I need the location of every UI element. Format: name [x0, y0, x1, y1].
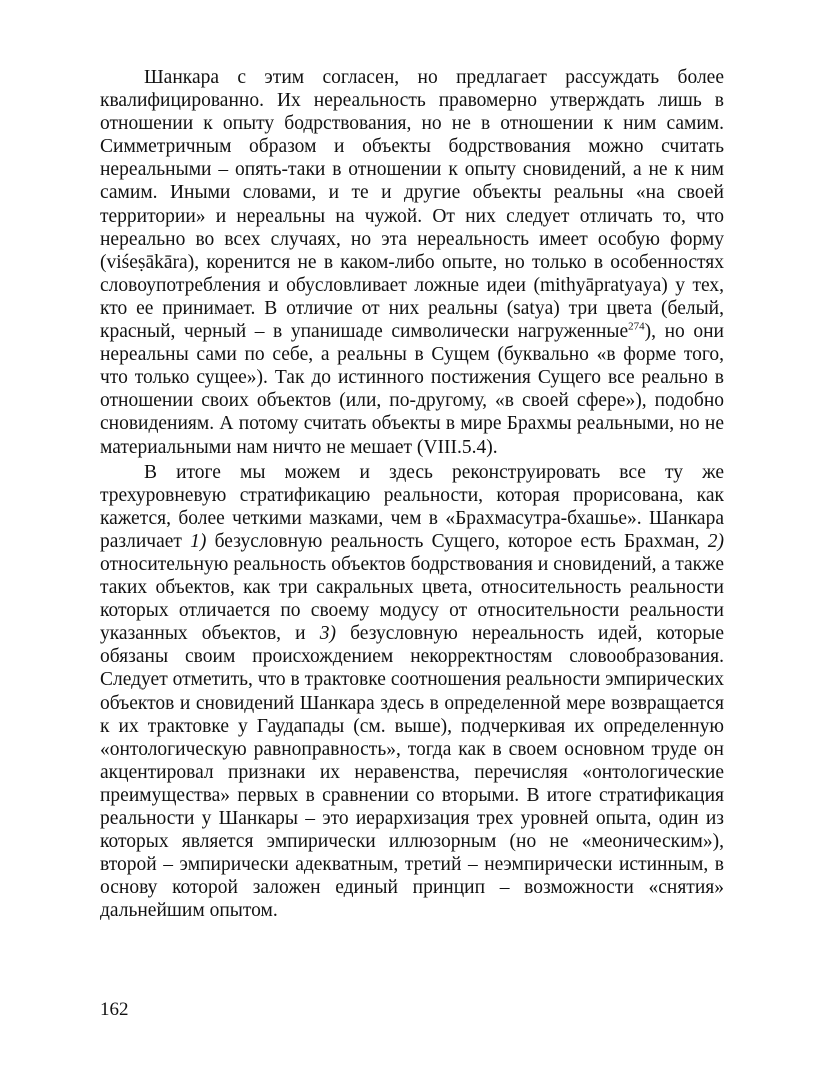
paragraph-2-text-a: В итоге мы можем и здесь реконструировать все ту же трехуровневую стратификацию реальности, которая прорисована, как кажется, более четкими мазками, чем в «Брахмасутра-бхашье». Шанкара различает [100, 461, 724, 552]
enumeration-marker-1: 1) [190, 530, 207, 552]
body-text [100, 66, 724, 922]
paragraph-1-text-a: Шанкара с этим согласен, но предлагает рассуждать более квалифицированно. Их нереальность правомерно утверждать лишь в отношении к опыту бодрствования, но не в отношении к ним самим. Симметричным образом и объекты бодрствования можно считать нереальными – опять-таки в отношении к опыту сновидений, а не к ним самим. Иными словами, и те и другие объекты реальны «на своей территории» и нереальны на чужой. От них следует отличать то, что нереально во всех случаях, но эта нереальность имеет особую форму (viśeṣākāra), коренится не в каком-либо опыте, но только в особенностях словоупотребления и обусловливает ложные идеи (mithyāpratyaya) у тех, кто ее принимает. В отличие от них реальны (satya) три цвета (белый, красный, черный – в упанишаде символически нагруженные [100, 67, 724, 343]
page-number: 162 [100, 999, 129, 1020]
enumeration-marker-3: 3) [319, 623, 336, 645]
paragraph-2-text-d: безусловную нереальность идей, которые обязаны своим происхождением некорректностям словообразования. Следует отметить, что в трактовке соотношения реальности эмпирических объектов и сновидений Шанкара здесь в определенной мере возвращается к их трактовке у Гаудапады (см. выше), подчеркивая их определенную «онтологическую равноправность», тогда как в своем основном труде он акцентировал признаки их неравенства, перечисляя «онтологические преимущества» первых в сравнении со вторыми. В итоге стратификация реальности у Шанкары – это иерархизация трех уровней опыта, один из которых является эмпирически иллюзорным (но не «меоническим»), второй – эмпирически адекватным, третий – неэмпирически истинным, в основу которой заложен единый принцип – возможности «снятия» дальнейшим опытом. [100, 623, 724, 922]
paragraph-1-text-b: ), но они нереальны сами по себе, а реальны в Сущем (буквально «в форме того, что только сущее»). Так до истинного постижения Сущего все реально в отношении своих объектов (или, по-другому, «в своей сфере»), подобно сновидениям. А потому считать объекты в мире Брахмы реальными, но не материальными нам ничто не мешает (VIII.5.4). [100, 321, 724, 458]
paragraph-2-text-b: безусловную реальность Сущего, которое есть Брахман, [206, 530, 708, 552]
paragraph-1 [100, 66, 724, 459]
enumeration-marker-2: 2) [707, 530, 724, 552]
footnote-reference[interactable]: 274 [628, 320, 645, 333]
paragraph-2-text-c: относительную реальность объектов бодрствования и сновидений, а также таких объектов, как три сакральных цвета, относительность реальности которых отличается по своему модусу от относительности реальности указанных объектов, и [100, 553, 724, 645]
paragraph-2 [100, 461, 724, 923]
